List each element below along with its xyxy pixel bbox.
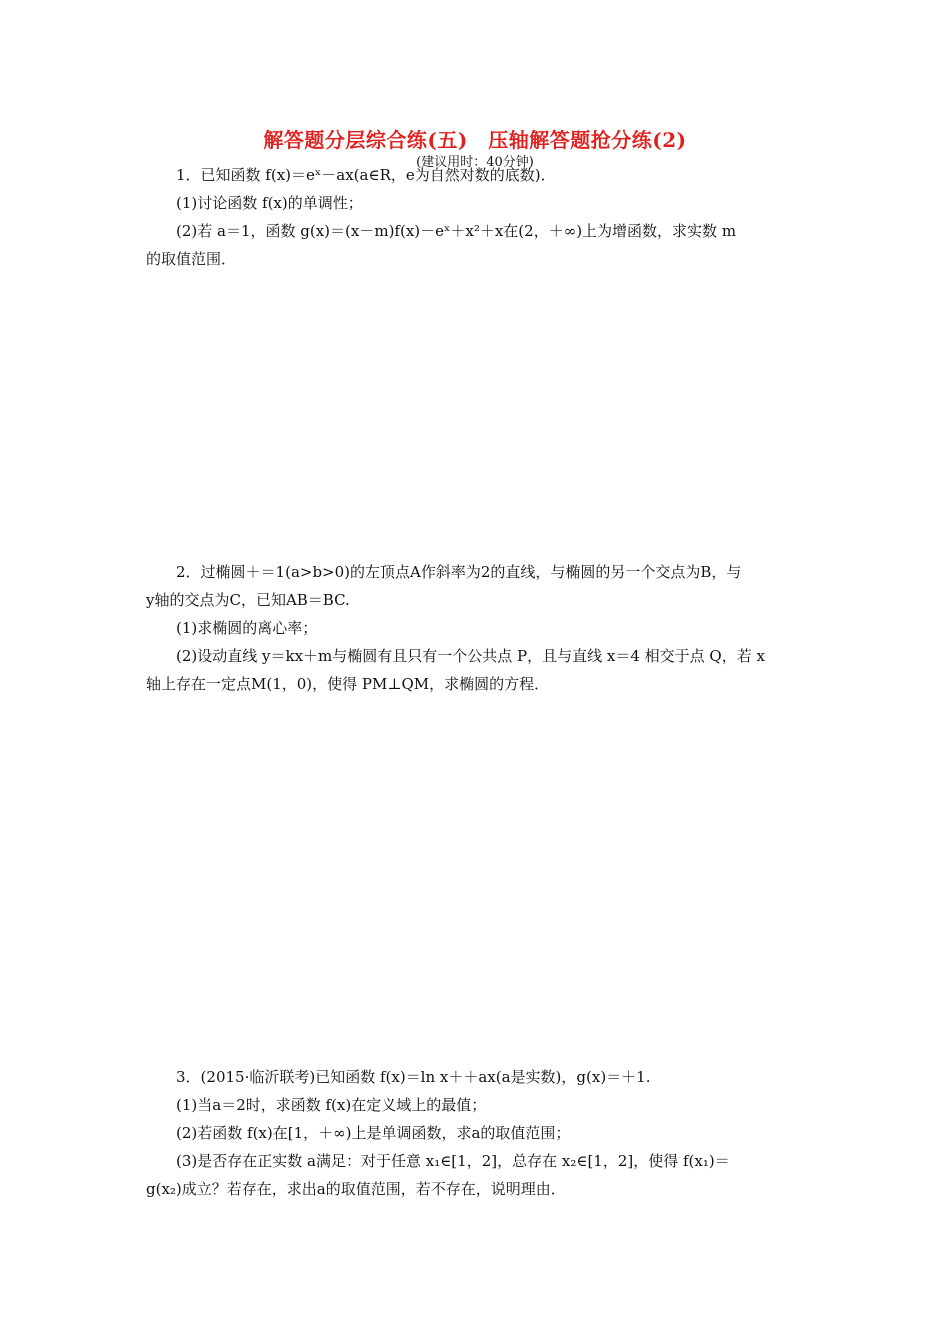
problem-2-part-2: (2)设动直线 y＝kx＋m与椭圆有且只有一个公共点 P，且与直线 x＝4 相交于点 Q，若 x [176, 647, 765, 665]
problem-3-part-3-cont: g(x₂)成立？若存在，求出a的取值范围，若不存在，说明理由． [146, 1180, 566, 1198]
problem-2-statement: 2．过椭圆＋＝1(a>b>0)的左顶点A作斜率为2的直线，与椭圆的另一个交点为B，与 [176, 563, 742, 581]
problem-2-part-2-cont: 轴上存在一定点M(1，0)，使得 PM⊥QM，求椭圆的方程． [146, 675, 550, 693]
problem-1-part-2: (2)若 a＝1，函数 g(x)＝(x－m)f(x)－eˣ＋x²＋x在(2，＋∞)上为增函数，求实数 m [176, 222, 737, 240]
problem-1-part-2-cont: 的取值范围． [146, 250, 237, 268]
problem-1-statement: 1．已知函数 f(x)＝eˣ－ax(a∈R，e为自然对数的底数)． [176, 166, 556, 184]
suggested-time: (建议用时：40分钟) [416, 155, 534, 170]
problem-2-statement-cont: y轴的交点为C，已知AB＝BC. [146, 591, 350, 609]
page-title: 解答题分层综合练(五) 压轴解答题抢分练(2) [263, 128, 687, 152]
problem-3-statement: 3．(2015·临沂联考)已知函数 f(x)＝ln x＋＋ax(a是实数)，g(x)＝＋1. [176, 1068, 651, 1086]
problem-3-part-2: (2)若函数 f(x)在[1，＋∞)上是单调函数，求a的取值范围； [176, 1124, 571, 1142]
problem-1-part-1: (1)讨论函数 f(x)的单调性； [176, 194, 363, 212]
problem-3-part-3: (3)是否存在正实数 a满足：对于任意 x₁∈[1，2]，总存在 x₂∈[1，2]，使得 f(x₁)＝ [176, 1152, 730, 1170]
problem-3-part-1: (1)当a＝2时，求函数 f(x)在定义域上的最值； [176, 1096, 487, 1114]
problem-2-part-1: (1)求椭圆的离心率； [176, 619, 318, 637]
